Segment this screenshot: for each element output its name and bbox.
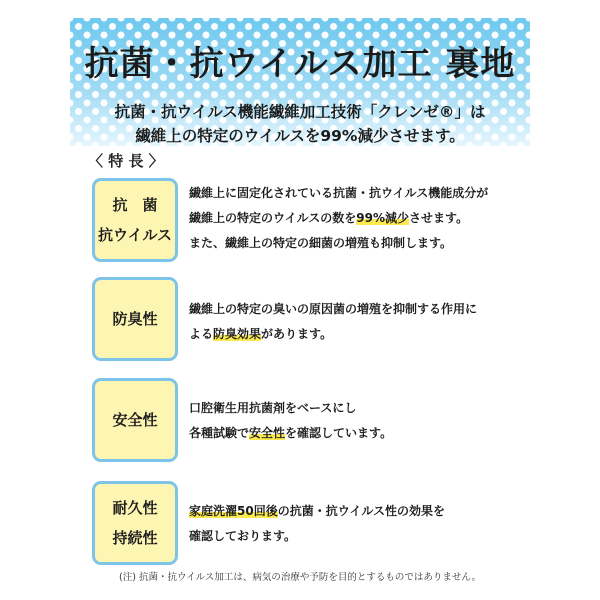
subtitle-line-2: 繊維上の特定のウイルスを99%減少させます。: [135, 127, 465, 145]
desc-line-1: 繊維上の特定の臭いの原因菌の増殖を抑制する作用に: [189, 302, 478, 316]
desc-line-1: 繊維上に固定化されている抗菌・抗ウイルス機能成分が: [189, 186, 489, 200]
feature-desc-deodorant: [189, 297, 509, 347]
feature-label-line-1: 抗 菌: [112, 196, 158, 214]
desc-line-3: また、繊維上の特定の細菌の増殖も抑制します。: [189, 236, 453, 250]
page-title: 抗菌・抗ウイルス加工 裏地: [84, 44, 516, 84]
feature-label-line-1: 耐久性: [112, 499, 158, 517]
feature-label-line-1: 防臭性: [112, 310, 158, 328]
desc-line-2: [189, 322, 509, 347]
desc-text: があります。: [261, 327, 333, 341]
desc-line-1: 口腔衛生用抗菌剤をベースにし: [189, 401, 357, 415]
highlight-text: 99%減少: [356, 211, 410, 225]
desc-line-1: [189, 499, 509, 524]
highlight-text: 安全性: [249, 426, 286, 440]
section-label-features: 〈 特 長 〉: [88, 152, 164, 170]
highlight-text: 家庭洗濯50回後: [189, 504, 278, 518]
feature-label-line-1: 安全性: [112, 411, 158, 429]
desc-line-2: [189, 421, 509, 446]
feature-label-line-2: 抗ウイルス: [97, 226, 173, 244]
desc-text: 各種試験で: [189, 426, 250, 440]
feature-desc-antibacterial: [189, 181, 509, 256]
desc-text: を確認しています。: [285, 426, 393, 440]
footnote: (注) 抗菌・抗ウイルス加工は、病気の治療や予防を目的とするものではありません。: [119, 572, 481, 583]
desc-text: させます。: [409, 211, 469, 225]
feature-label-durability: [92, 481, 178, 565]
header-banner: [70, 18, 530, 146]
header-subtitle: [92, 100, 508, 148]
feature-desc-safety: [189, 396, 509, 446]
feature-label-safety: [92, 378, 178, 462]
subtitle-line-1: 抗菌・抗ウイルス機能繊維加工技術「クレンゼ®」は: [114, 103, 486, 121]
feature-label-antibacterial: [92, 178, 178, 262]
desc-text: 繊維上の特定のウイルスの数を: [189, 211, 357, 225]
desc-line-2: [189, 206, 509, 231]
desc-line-2: 確認しております。: [189, 529, 297, 543]
highlight-text: 防臭効果: [213, 327, 262, 341]
desc-text: よる: [189, 327, 214, 341]
feature-desc-durability: [189, 499, 509, 549]
desc-text: の抗菌・抗ウイルス性の効果を: [277, 504, 445, 518]
feature-label-deodorant: [92, 277, 178, 361]
feature-label-line-2: 持続性: [112, 529, 158, 547]
